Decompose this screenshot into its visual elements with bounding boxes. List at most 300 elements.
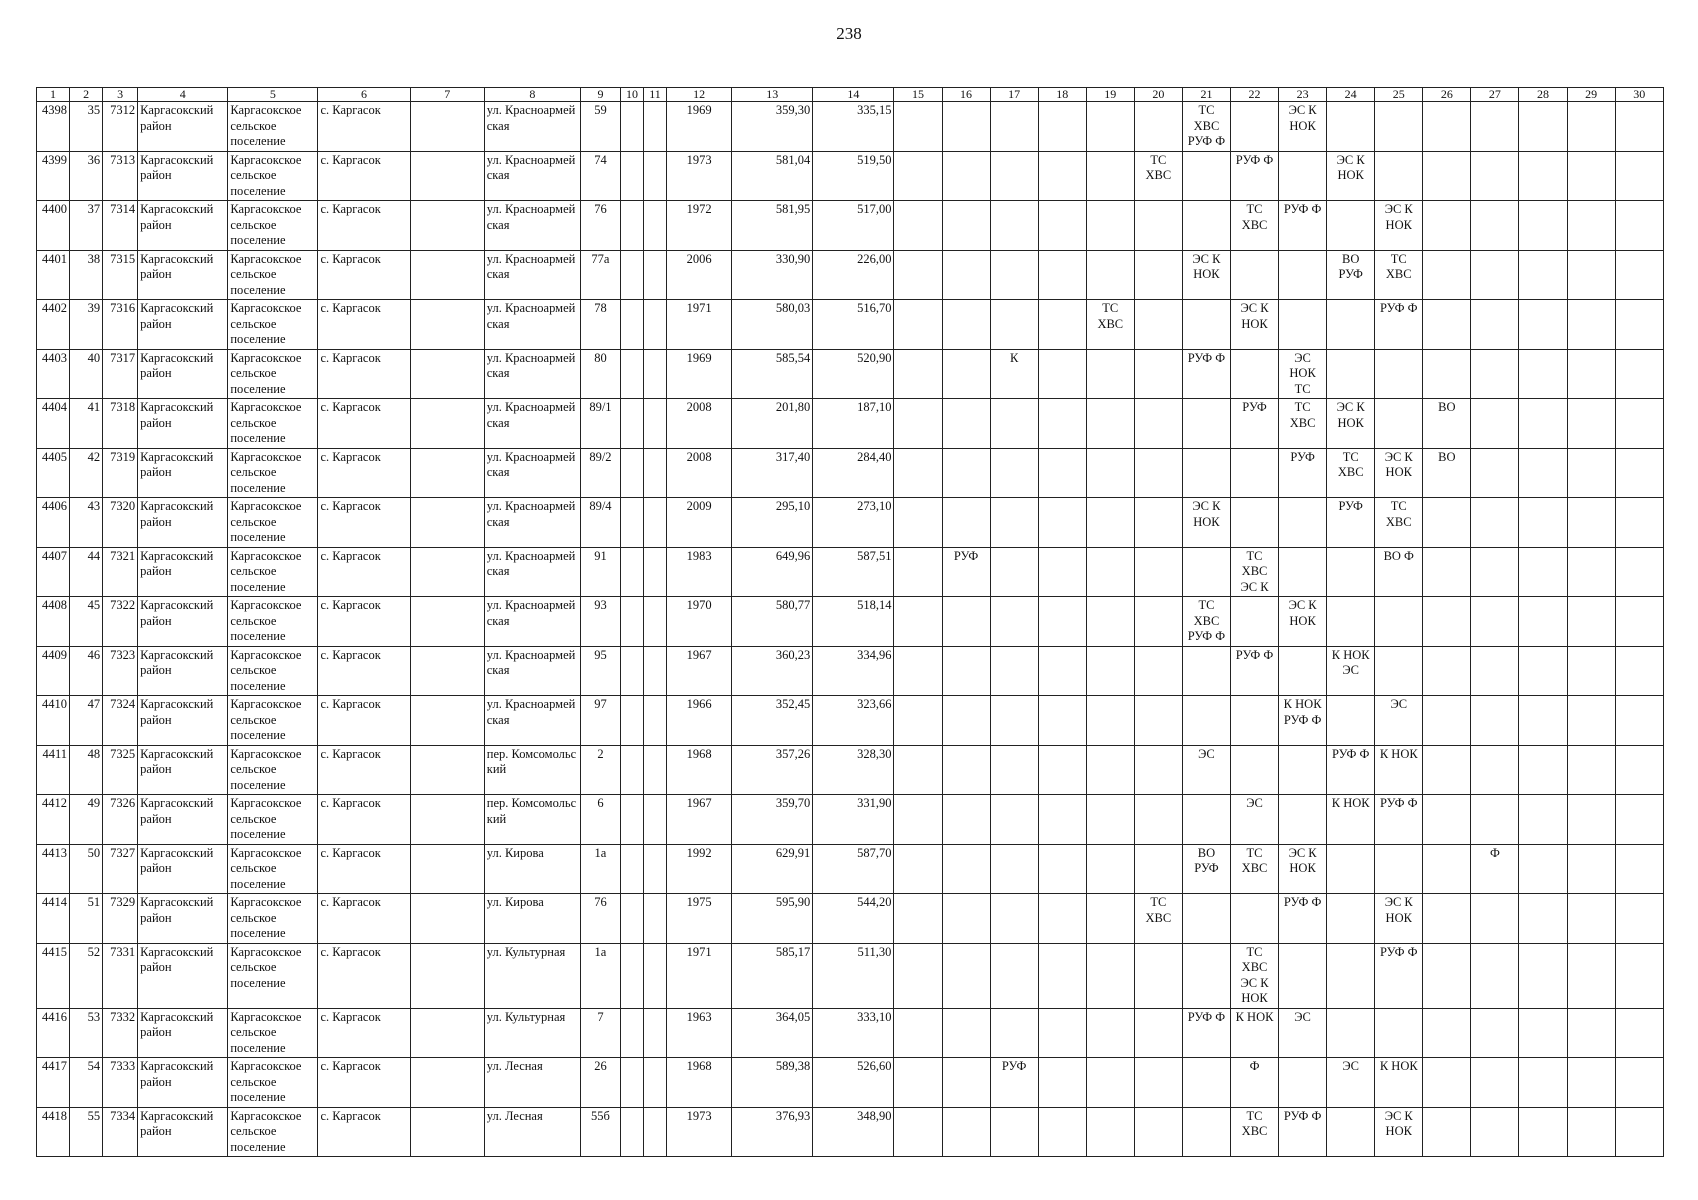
cell-col-22 bbox=[1230, 943, 1278, 1008]
cell-col-26 bbox=[1423, 943, 1471, 1008]
column-header-26: 26 bbox=[1423, 88, 1471, 102]
cell-col-8 bbox=[484, 300, 580, 350]
cell-text: ул. Красноармейская bbox=[486, 697, 576, 727]
cell-col-24 bbox=[1327, 1058, 1375, 1108]
cell-text: 581,04 bbox=[775, 152, 811, 167]
cell-text: ТС ХВС bbox=[1241, 845, 1268, 875]
cell-col-17 bbox=[990, 1107, 1038, 1157]
cell-col-27 bbox=[1471, 102, 1519, 152]
cell-col-13 bbox=[732, 597, 813, 647]
cell-text: 4416 bbox=[42, 1009, 68, 1024]
cell-col-17 bbox=[990, 597, 1038, 647]
cell-col-16 bbox=[942, 745, 990, 795]
cell-col-9 bbox=[580, 745, 620, 795]
cell-text: ТС ХВС bbox=[1337, 449, 1364, 479]
cell-col-12 bbox=[667, 646, 732, 696]
cell-col-26 bbox=[1423, 1107, 1471, 1157]
cell-col-27 bbox=[1471, 498, 1519, 548]
column-header-4: 4 bbox=[138, 88, 228, 102]
cell-text: 74 bbox=[594, 152, 607, 167]
cell-col-8 bbox=[484, 795, 580, 845]
cell-col-15 bbox=[894, 250, 942, 300]
cell-col-30 bbox=[1615, 1058, 1663, 1108]
cell-col-2 bbox=[70, 300, 103, 350]
cell-col-1 bbox=[37, 696, 70, 746]
cell-text: ЭС К НОК bbox=[1288, 598, 1317, 628]
cell-text: Каргасокский район bbox=[140, 548, 214, 578]
cell-col-3 bbox=[103, 943, 138, 1008]
cell-col-24 bbox=[1327, 250, 1375, 300]
cell-col-25 bbox=[1375, 1107, 1423, 1157]
cell-col-23 bbox=[1279, 1107, 1327, 1157]
cell-col-27 bbox=[1471, 547, 1519, 597]
cell-col-14 bbox=[813, 646, 894, 696]
cell-col-7 bbox=[410, 498, 484, 548]
cell-col-14 bbox=[813, 349, 894, 399]
cell-col-11 bbox=[644, 1107, 667, 1157]
cell-col-17 bbox=[990, 943, 1038, 1008]
cell-col-4 bbox=[138, 795, 228, 845]
cell-text: 4400 bbox=[42, 202, 68, 216]
cell-col-1 bbox=[37, 399, 70, 449]
cell-text: 359,70 bbox=[775, 796, 811, 810]
cell-col-8 bbox=[484, 498, 580, 548]
cell-col-11 bbox=[644, 943, 667, 1008]
cell-col-28 bbox=[1519, 1107, 1567, 1157]
cell-col-29 bbox=[1567, 448, 1615, 498]
cell-col-11 bbox=[644, 745, 667, 795]
cell-col-13 bbox=[732, 201, 813, 251]
cell-col-12 bbox=[667, 448, 732, 498]
cell-col-18 bbox=[1038, 696, 1086, 746]
cell-col-30 bbox=[1615, 250, 1663, 300]
cell-col-26 bbox=[1423, 894, 1471, 944]
cell-text: 7313 bbox=[110, 152, 136, 167]
cell-col-20 bbox=[1134, 498, 1182, 548]
cell-col-21 bbox=[1182, 250, 1230, 300]
table-row bbox=[37, 894, 1664, 944]
cell-col-19 bbox=[1086, 795, 1134, 845]
cell-text: Каргасокское сельское поселение bbox=[230, 697, 302, 742]
cell-col-9 bbox=[580, 250, 620, 300]
cell-col-10 bbox=[620, 894, 643, 944]
cell-col-28 bbox=[1519, 1008, 1567, 1058]
cell-text: 4415 bbox=[42, 944, 68, 959]
cell-text: с. Каргасок bbox=[320, 647, 381, 662]
cell-col-1 bbox=[37, 102, 70, 152]
table-row bbox=[37, 745, 1664, 795]
cell-col-28 bbox=[1519, 1058, 1567, 1108]
cell-text: ВО Ф bbox=[1383, 548, 1414, 563]
cell-text: 580,03 bbox=[775, 301, 811, 315]
cell-col-8 bbox=[484, 894, 580, 944]
cell-text: 4403 bbox=[42, 350, 68, 365]
cell-text: 38 bbox=[87, 251, 101, 266]
cell-col-3 bbox=[103, 795, 138, 845]
cell-text: 330,90 bbox=[775, 251, 811, 266]
cell-col-9 bbox=[580, 1107, 620, 1157]
cell-text: К bbox=[1009, 350, 1019, 365]
cell-text: Каргасокское сельское поселение bbox=[230, 895, 302, 940]
cell-col-12 bbox=[667, 498, 732, 548]
cell-col-23 bbox=[1279, 498, 1327, 548]
cell-col-18 bbox=[1038, 349, 1086, 399]
cell-col-3 bbox=[103, 102, 138, 152]
cell-col-26 bbox=[1423, 250, 1471, 300]
cell-text: 45 bbox=[87, 598, 101, 612]
cell-col-27 bbox=[1471, 894, 1519, 944]
cell-col-13 bbox=[732, 250, 813, 300]
cell-text: 6 bbox=[597, 796, 604, 810]
cell-text: 1969 bbox=[686, 103, 712, 117]
cell-col-21 bbox=[1182, 498, 1230, 548]
cell-text: 4414 bbox=[42, 895, 68, 909]
cell-col-25 bbox=[1375, 300, 1423, 350]
page-number: 238 bbox=[836, 24, 862, 43]
cell-col-21 bbox=[1182, 349, 1230, 399]
cell-text: 44 bbox=[87, 548, 101, 563]
cell-col-4 bbox=[138, 1107, 228, 1157]
cell-text: 1967 bbox=[686, 647, 712, 662]
cell-text: 518,14 bbox=[857, 598, 892, 612]
cell-col-29 bbox=[1567, 1008, 1615, 1058]
cell-col-11 bbox=[644, 349, 667, 399]
cell-text: ЭС НОК ТС bbox=[1289, 350, 1316, 396]
cell-col-10 bbox=[620, 448, 643, 498]
cell-col-20 bbox=[1134, 201, 1182, 251]
cell-col-10 bbox=[620, 795, 643, 845]
cell-text: ул. Красноармейская bbox=[486, 350, 576, 380]
cell-col-30 bbox=[1615, 696, 1663, 746]
cell-col-27 bbox=[1471, 646, 1519, 696]
cell-text: Каргасокский район bbox=[140, 944, 214, 974]
cell-col-4 bbox=[138, 102, 228, 152]
cell-col-15 bbox=[894, 943, 942, 1008]
cell-col-18 bbox=[1038, 894, 1086, 944]
cell-col-21 bbox=[1182, 201, 1230, 251]
cell-col-3 bbox=[103, 1058, 138, 1108]
cell-text: 76 bbox=[594, 895, 607, 909]
cell-col-15 bbox=[894, 300, 942, 350]
cell-col-28 bbox=[1519, 696, 1567, 746]
cell-text: 7318 bbox=[110, 400, 136, 414]
cell-col-23 bbox=[1279, 250, 1327, 300]
cell-col-6 bbox=[318, 300, 410, 350]
cell-col-22 bbox=[1230, 1107, 1278, 1157]
cell-col-24 bbox=[1327, 1107, 1375, 1157]
cell-text: 41 bbox=[87, 400, 101, 414]
cell-col-4 bbox=[138, 745, 228, 795]
cell-text: Каргасокский район bbox=[140, 350, 214, 380]
cell-text: 46 bbox=[87, 647, 101, 662]
cell-col-17 bbox=[990, 498, 1038, 548]
cell-text: 585,54 bbox=[775, 350, 811, 365]
cell-col-19 bbox=[1086, 1107, 1134, 1157]
cell-col-8 bbox=[484, 1058, 580, 1108]
cell-col-3 bbox=[103, 696, 138, 746]
cell-text: 37 bbox=[87, 202, 101, 216]
cell-col-19 bbox=[1086, 300, 1134, 350]
cell-col-21 bbox=[1182, 646, 1230, 696]
cell-col-12 bbox=[667, 102, 732, 152]
cell-col-6 bbox=[318, 547, 410, 597]
cell-text: 35 bbox=[87, 103, 101, 117]
cell-text: 4407 bbox=[42, 548, 68, 563]
cell-col-16 bbox=[942, 795, 990, 845]
cell-text: 348,90 bbox=[857, 1108, 892, 1123]
cell-col-30 bbox=[1615, 448, 1663, 498]
cell-col-3 bbox=[103, 300, 138, 350]
cell-col-20 bbox=[1134, 844, 1182, 894]
cell-col-25 bbox=[1375, 745, 1423, 795]
cell-text: 323,66 bbox=[857, 697, 892, 711]
cell-col-8 bbox=[484, 646, 580, 696]
cell-col-30 bbox=[1615, 795, 1663, 845]
cell-col-28 bbox=[1519, 894, 1567, 944]
column-header-20: 20 bbox=[1134, 88, 1182, 102]
cell-text: 4406 bbox=[42, 499, 68, 513]
cell-col-22 bbox=[1230, 349, 1278, 399]
cell-col-13 bbox=[732, 745, 813, 795]
cell-col-8 bbox=[484, 448, 580, 498]
cell-col-9 bbox=[580, 795, 620, 845]
cell-col-8 bbox=[484, 250, 580, 300]
cell-col-18 bbox=[1038, 547, 1086, 597]
cell-text: 4418 bbox=[42, 1108, 68, 1123]
table-row bbox=[37, 943, 1664, 1008]
cell-col-30 bbox=[1615, 547, 1663, 597]
cell-text: Каргасокское сельское поселение bbox=[230, 152, 302, 198]
cell-text: 1972 bbox=[686, 202, 712, 216]
cell-col-5 bbox=[228, 448, 318, 498]
column-header-18: 18 bbox=[1038, 88, 1086, 102]
cell-text: 1971 bbox=[686, 944, 712, 959]
cell-col-20 bbox=[1134, 696, 1182, 746]
cell-col-19 bbox=[1086, 448, 1134, 498]
cell-col-9 bbox=[580, 844, 620, 894]
cell-text: Каргасокский район bbox=[140, 598, 214, 628]
cell-text: Каргасокское сельское поселение bbox=[230, 1059, 302, 1104]
cell-text: с. Каргасок bbox=[320, 1059, 381, 1073]
cell-col-25 bbox=[1375, 250, 1423, 300]
cell-col-2 bbox=[70, 894, 103, 944]
cell-text: 89/1 bbox=[589, 400, 612, 414]
table-row bbox=[37, 1058, 1664, 1108]
cell-text: Каргасокское сельское поселение bbox=[230, 251, 302, 297]
cell-col-3 bbox=[103, 201, 138, 251]
cell-col-16 bbox=[942, 102, 990, 152]
cell-col-8 bbox=[484, 1107, 580, 1157]
cell-col-25 bbox=[1375, 844, 1423, 894]
cell-text: РУФ Ф bbox=[1283, 895, 1322, 909]
cell-col-24 bbox=[1327, 349, 1375, 399]
cell-col-19 bbox=[1086, 399, 1134, 449]
cell-text: ул. Культурная bbox=[486, 1009, 566, 1024]
table-row bbox=[37, 201, 1664, 251]
cell-col-18 bbox=[1038, 399, 1086, 449]
cell-col-9 bbox=[580, 399, 620, 449]
cell-col-4 bbox=[138, 894, 228, 944]
cell-col-6 bbox=[318, 448, 410, 498]
column-header-28: 28 bbox=[1519, 88, 1567, 102]
cell-col-25 bbox=[1375, 201, 1423, 251]
cell-col-21 bbox=[1182, 894, 1230, 944]
cell-text: 1963 bbox=[686, 1009, 712, 1024]
cell-col-28 bbox=[1519, 399, 1567, 449]
cell-col-16 bbox=[942, 1008, 990, 1058]
table-row bbox=[37, 102, 1664, 152]
cell-col-8 bbox=[484, 399, 580, 449]
cell-col-15 bbox=[894, 696, 942, 746]
cell-col-24 bbox=[1327, 201, 1375, 251]
cell-col-12 bbox=[667, 201, 732, 251]
cell-text: РУФ Ф bbox=[1283, 202, 1322, 216]
cell-col-5 bbox=[228, 943, 318, 1008]
cell-text: РУФ Ф bbox=[1380, 301, 1418, 315]
cell-col-16 bbox=[942, 399, 990, 449]
column-header-21: 21 bbox=[1182, 88, 1230, 102]
cell-col-1 bbox=[37, 547, 70, 597]
cell-col-28 bbox=[1519, 745, 1567, 795]
cell-col-8 bbox=[484, 696, 580, 746]
cell-col-14 bbox=[813, 102, 894, 152]
table-row bbox=[37, 498, 1664, 548]
cell-text: 77а bbox=[591, 251, 610, 266]
cell-text: с. Каргасок bbox=[320, 103, 381, 117]
cell-col-30 bbox=[1615, 399, 1663, 449]
cell-text: 1968 bbox=[686, 1059, 712, 1073]
cell-col-4 bbox=[138, 1008, 228, 1058]
cell-col-23 bbox=[1279, 448, 1327, 498]
cell-text: 2008 bbox=[686, 400, 712, 414]
cell-text: ул. Красноармейская bbox=[486, 499, 576, 529]
cell-col-24 bbox=[1327, 597, 1375, 647]
cell-col-6 bbox=[318, 1058, 410, 1108]
cell-col-1 bbox=[37, 201, 70, 251]
cell-col-23 bbox=[1279, 696, 1327, 746]
cell-col-13 bbox=[732, 844, 813, 894]
cell-text: 317,40 bbox=[775, 449, 811, 464]
table-row bbox=[37, 696, 1664, 746]
cell-col-23 bbox=[1279, 745, 1327, 795]
cell-text: с. Каргасок bbox=[320, 548, 381, 563]
cell-text: 295,10 bbox=[775, 499, 811, 513]
cell-col-26 bbox=[1423, 1058, 1471, 1108]
column-header-27: 27 bbox=[1471, 88, 1519, 102]
cell-col-11 bbox=[644, 448, 667, 498]
cell-text: ул. Красноармейская bbox=[486, 400, 576, 430]
cell-text: ЭС bbox=[1390, 697, 1408, 711]
cell-text: РУФ Ф bbox=[1380, 796, 1418, 810]
cell-col-26 bbox=[1423, 1008, 1471, 1058]
cell-col-2 bbox=[70, 597, 103, 647]
cell-text: 520,90 bbox=[857, 350, 892, 365]
cell-col-19 bbox=[1086, 250, 1134, 300]
cell-col-5 bbox=[228, 597, 318, 647]
cell-text: Каргасокское сельское поселение bbox=[230, 350, 302, 396]
cell-col-29 bbox=[1567, 547, 1615, 597]
cell-text: ул. Красноармейская bbox=[486, 251, 576, 281]
cell-col-2 bbox=[70, 349, 103, 399]
cell-text: 80 bbox=[594, 350, 607, 365]
cell-text: ЭС К НОК bbox=[1192, 499, 1221, 529]
cell-text: ТС ХВС bbox=[1097, 301, 1124, 331]
cell-col-4 bbox=[138, 349, 228, 399]
cell-col-12 bbox=[667, 1058, 732, 1108]
cell-col-27 bbox=[1471, 795, 1519, 845]
cell-text: пер. Комсомольский bbox=[486, 746, 577, 776]
cell-col-29 bbox=[1567, 745, 1615, 795]
cell-text: РУФ bbox=[1242, 400, 1267, 414]
cell-col-3 bbox=[103, 844, 138, 894]
cell-col-13 bbox=[732, 1058, 813, 1108]
cell-col-17 bbox=[990, 1058, 1038, 1108]
cell-col-10 bbox=[620, 1008, 643, 1058]
cell-text: 7317 bbox=[110, 350, 136, 365]
cell-text: РУФ Ф bbox=[1235, 647, 1274, 662]
cell-col-10 bbox=[620, 201, 643, 251]
cell-text: Каргасокское сельское поселение bbox=[230, 400, 302, 445]
cell-col-9 bbox=[580, 696, 620, 746]
cell-col-13 bbox=[732, 498, 813, 548]
cell-text: 7322 bbox=[110, 598, 136, 612]
cell-col-12 bbox=[667, 943, 732, 1008]
cell-text: ЭС К НОК bbox=[1336, 400, 1365, 430]
cell-col-28 bbox=[1519, 943, 1567, 1008]
cell-col-8 bbox=[484, 943, 580, 1008]
cell-text: ул. Лесная bbox=[486, 1059, 543, 1073]
cell-col-13 bbox=[732, 349, 813, 399]
cell-col-27 bbox=[1471, 597, 1519, 647]
cell-text: 43 bbox=[87, 499, 101, 513]
column-header-25: 25 bbox=[1375, 88, 1423, 102]
cell-col-20 bbox=[1134, 943, 1182, 1008]
cell-col-16 bbox=[942, 844, 990, 894]
table-row bbox=[37, 300, 1664, 350]
cell-text: с. Каргасок bbox=[320, 152, 381, 167]
cell-col-10 bbox=[620, 696, 643, 746]
cell-col-27 bbox=[1471, 943, 1519, 1008]
cell-text: ТС ХВС bbox=[1385, 499, 1412, 529]
cell-text: РУФ Ф bbox=[1331, 746, 1370, 761]
cell-text: 89/2 bbox=[589, 449, 612, 464]
cell-text: 1968 bbox=[686, 746, 712, 761]
cell-text: 201,80 bbox=[775, 400, 811, 414]
cell-col-4 bbox=[138, 696, 228, 746]
cell-text: 4411 bbox=[42, 746, 68, 761]
cell-col-6 bbox=[318, 349, 410, 399]
cell-col-29 bbox=[1567, 943, 1615, 1008]
cell-col-17 bbox=[990, 300, 1038, 350]
cell-col-5 bbox=[228, 547, 318, 597]
cell-text: 53 bbox=[87, 1009, 101, 1024]
cell-text: 376,93 bbox=[775, 1108, 811, 1123]
column-header-3: 3 bbox=[103, 88, 138, 102]
cell-col-12 bbox=[667, 151, 732, 201]
cell-col-10 bbox=[620, 349, 643, 399]
cell-col-23 bbox=[1279, 844, 1327, 894]
cell-col-5 bbox=[228, 201, 318, 251]
cell-col-9 bbox=[580, 102, 620, 152]
cell-col-27 bbox=[1471, 250, 1519, 300]
cell-col-17 bbox=[990, 844, 1038, 894]
cell-text: ул. Культурная bbox=[486, 944, 566, 959]
cell-text: К НОК РУФ Ф bbox=[1283, 697, 1322, 727]
cell-col-5 bbox=[228, 844, 318, 894]
cell-text: 364,05 bbox=[775, 1009, 811, 1024]
cell-text: 7333 bbox=[110, 1059, 136, 1073]
cell-col-21 bbox=[1182, 151, 1230, 201]
